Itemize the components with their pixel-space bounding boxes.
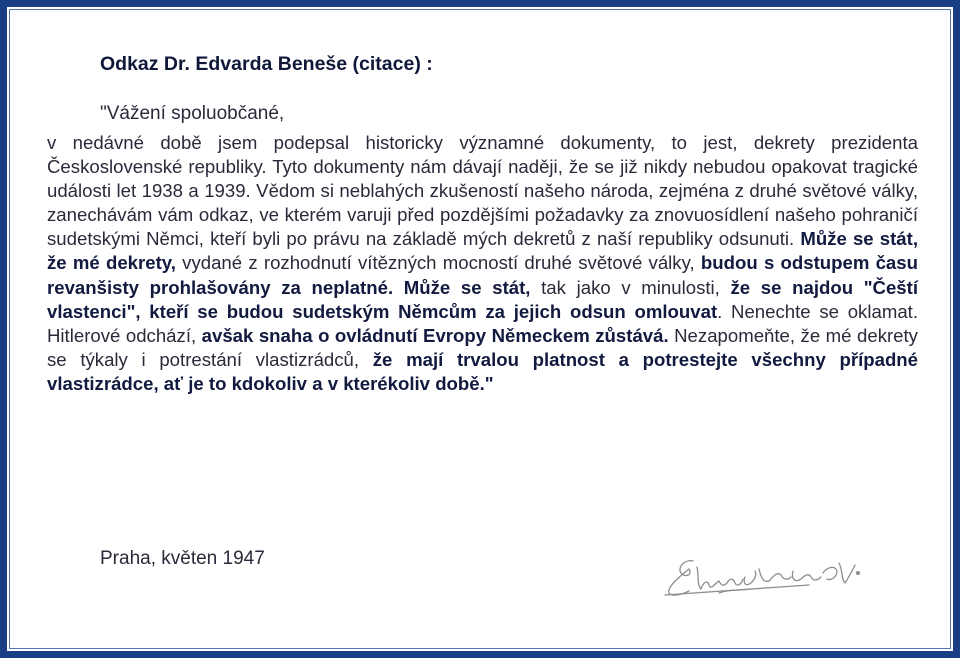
quote-body: [47, 131, 918, 396]
quote-segment-bold: že mají trvalou platnost a potrestejte všechny případné vlastizrádce, ať je to kdokoliv a v kterékoliv době.": [47, 348, 919, 394]
signature-icon: [659, 547, 871, 605]
salutation: "Vážení spoluobčané,: [100, 103, 285, 124]
quote-segment-plain: Nezapomeňte, že mé dekrety se týkaly i potrestání vlastizrádců,: [47, 324, 918, 370]
quote-segment-plain: v nedávné době jsem podepsal historicky významné dokumenty, to jest, dekrety prezidenta Československé republiky. Tyto dokumenty nám dávají naději, že se již nikdy nebudou opakovat tragické události let 1938 a 1939. Vědom si neblahých zkušeností našeho národa, zejména z druhé světové války, zanechávám vám odkaz, ve kterém varuji před pozdějšími požadavky za znovuosídlení našeho pohraničí sudetskými Němci, kteří byli po právu na základě mých dekretů z naší republiky odsunuti.: [47, 132, 918, 250]
quote-segment-bold: Může se stát, že mé dekrety,: [47, 228, 918, 274]
quote-segment-plain: . Nenechte se oklamat. Hitlerové odchází,: [47, 300, 918, 346]
quote-segment-bold: budou s odstupem času revanšisty prohlašovány za neplatné. Může se stát,: [47, 252, 918, 298]
place-date: Praha, květen 1947: [100, 548, 265, 569]
document-title: Odkaz Dr. Edvarda Beneše (citace) :: [100, 53, 433, 75]
quote-segment-bold: že se najdou "Čeští vlastenci", kteří se budou sudetským Němcům za jejich odsun omlouvat: [47, 276, 919, 322]
quote-segment-bold: avšak snaha o ovládnutí Evropy Německem zůstává.: [201, 324, 669, 346]
quote-segment-plain: tak jako v minulosti,: [530, 276, 731, 298]
quote-segment-plain: vydané z rozhodnutí vítězných mocností druhé světové války,: [175, 252, 701, 274]
